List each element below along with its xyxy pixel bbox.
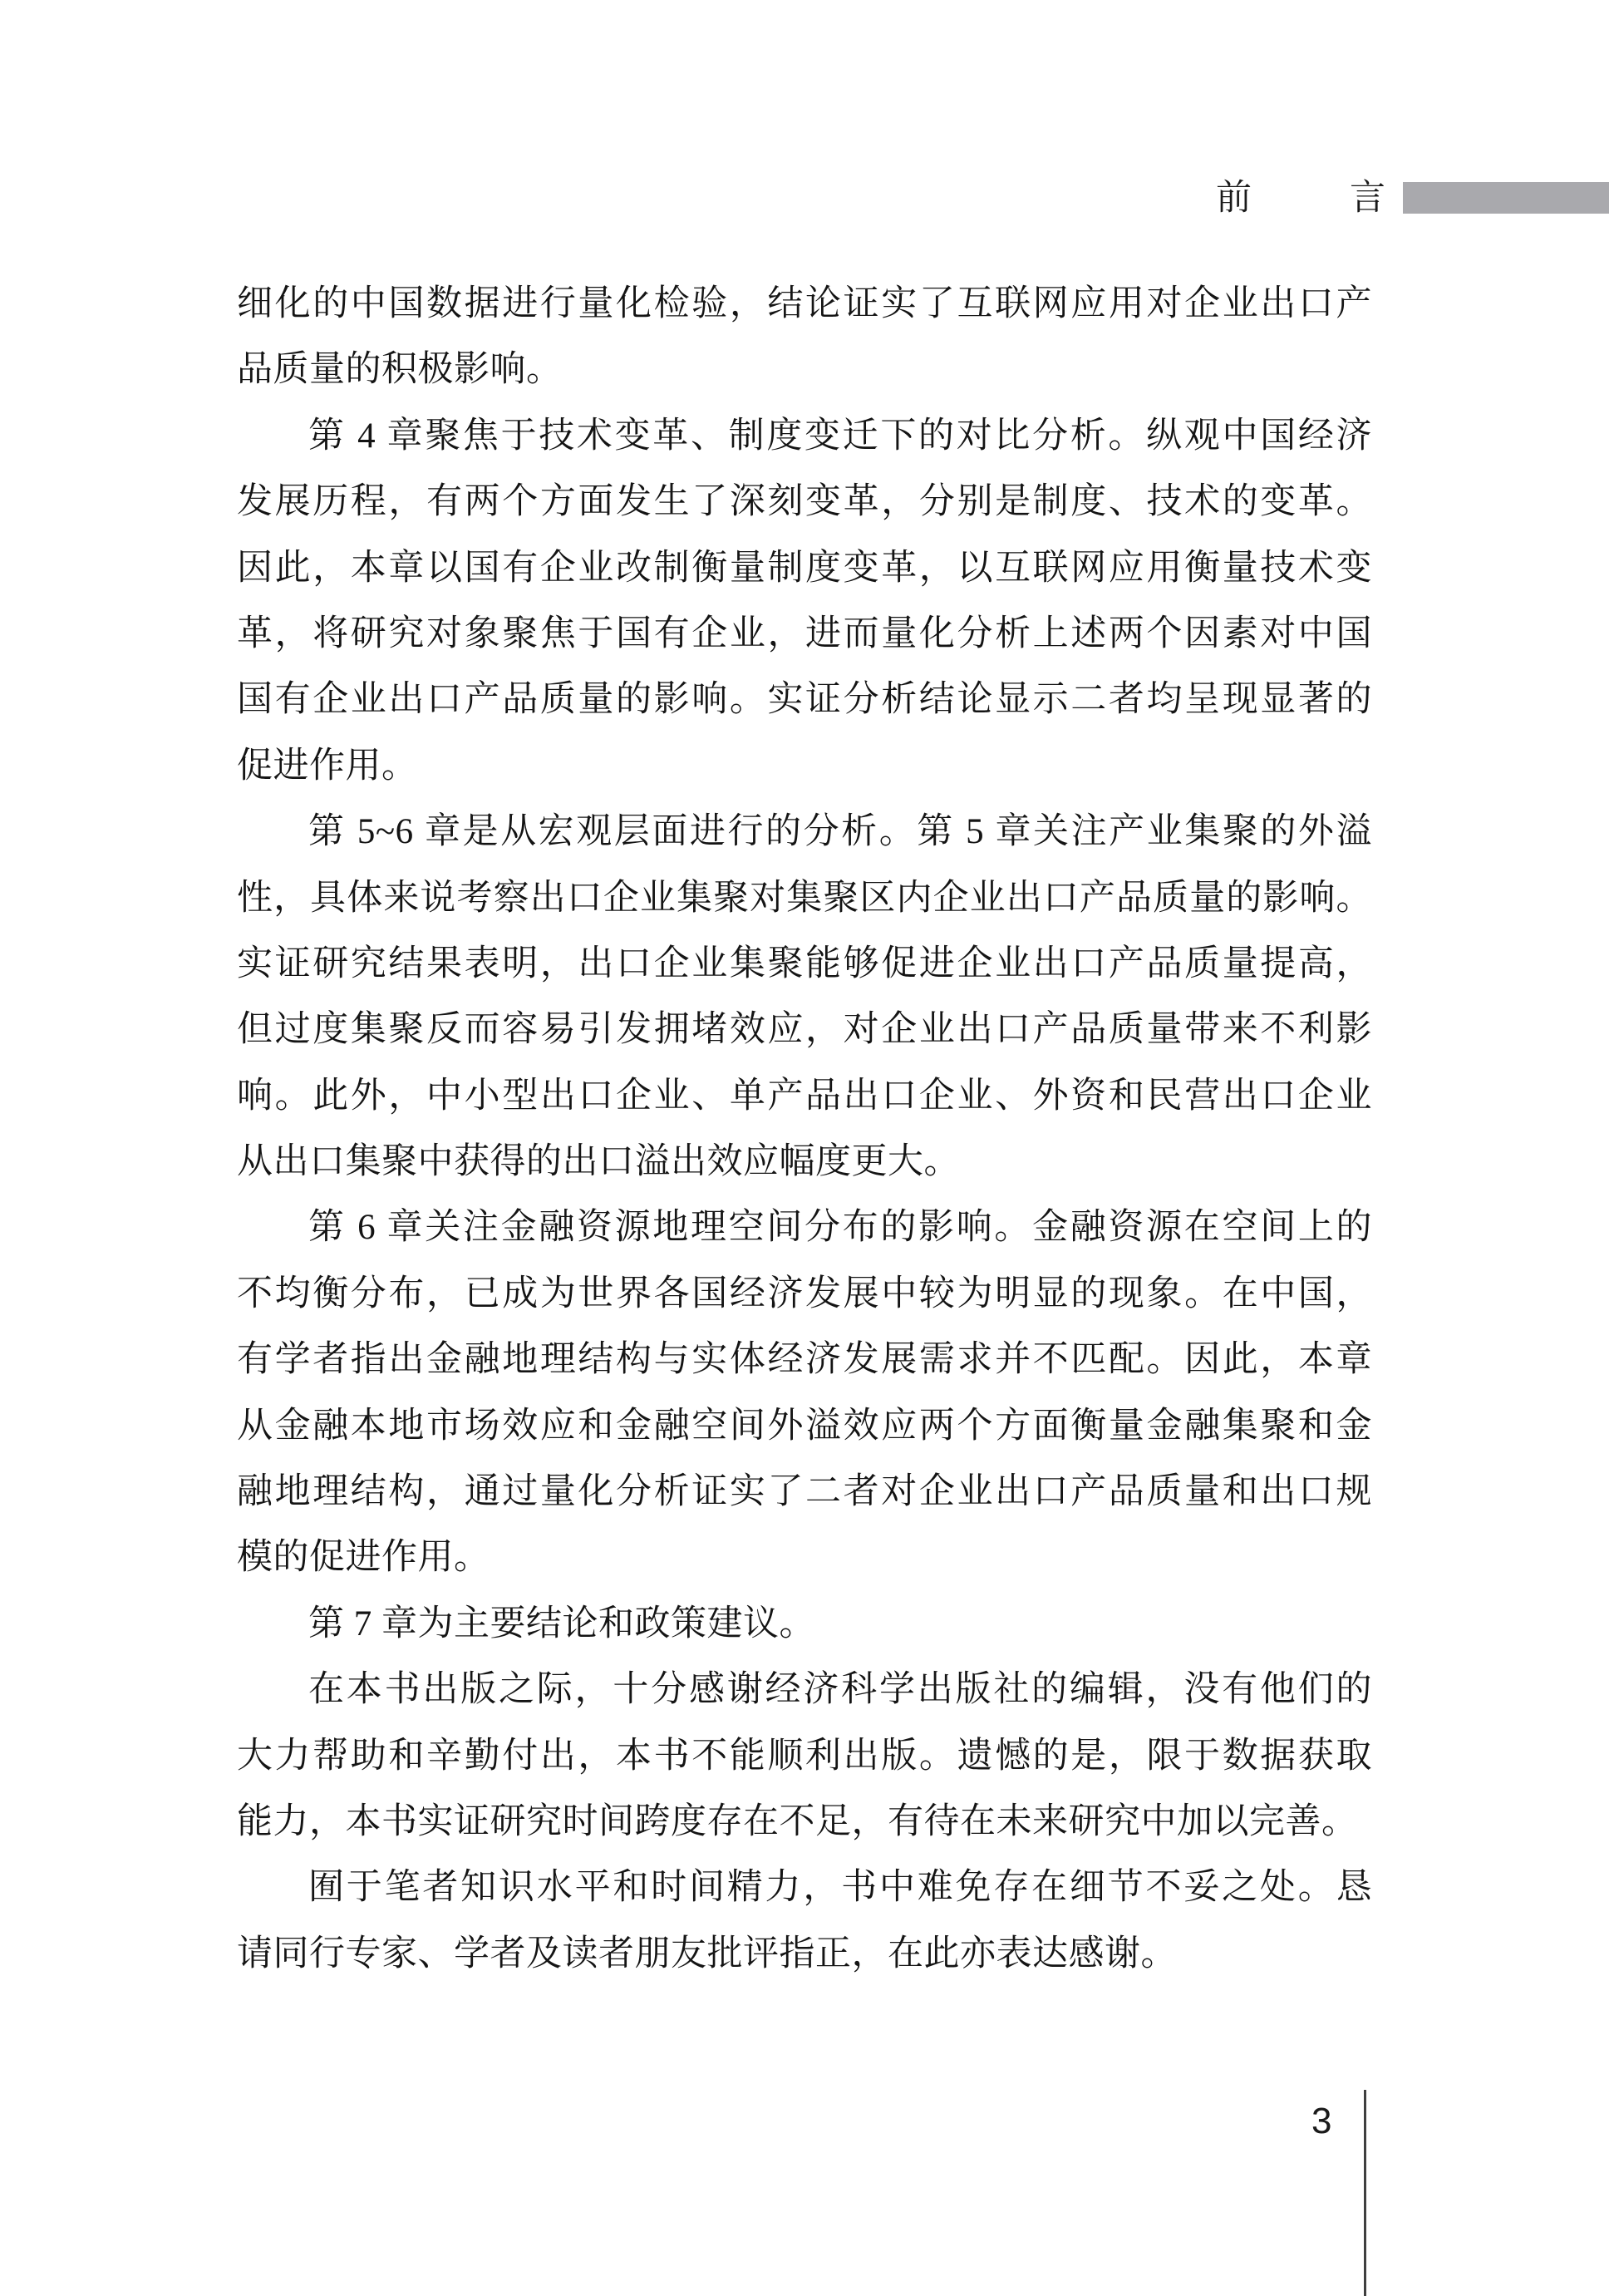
page-body bbox=[237, 271, 1372, 1987]
text-line: 第 7 章为主要结论和政策建议。 bbox=[308, 1604, 815, 1643]
text-line: 在本书出版之际，十分感谢经济科学出版社的编辑，没有他们的 bbox=[308, 1670, 1372, 1710]
corner-rule bbox=[1364, 2090, 1366, 2296]
text-line: 第 4 章聚焦于技术变革、制度变迁下的对比分析。纵观中国经济 bbox=[308, 416, 1372, 456]
text-line: 响。此外，中小型出口企业、单产品出口企业、外资和民营出口企业 bbox=[237, 1076, 1372, 1116]
text-line: 模的促进作用。 bbox=[237, 1538, 490, 1578]
text-line: 大力帮助和辛勤付出，本书不能顺利出版。遗憾的是，限于数据获取 bbox=[237, 1736, 1372, 1776]
text-line: 实证研究结果表明，出口企业集聚能够促进企业出口产品质量提高， bbox=[237, 944, 1372, 983]
text-line: 发展历程，有两个方面发生了深刻变革，分别是制度、技术的变革。 bbox=[237, 482, 1372, 522]
text-line: 因此，本章以国有企业改制衡量制度变革，以互联网应用衡量技术变 bbox=[237, 548, 1372, 588]
header-title-char: 前 bbox=[1216, 179, 1252, 218]
text-line: 第 5~6 章是从宏观层面进行的分析。第 5 章关注产业集聚的外溢 bbox=[308, 812, 1372, 852]
text-line: 但过度集聚反而容易引发拥堵效应，对企业出口产品质量带来不利影 bbox=[237, 1010, 1372, 1050]
text-line: 从金融本地市场效应和金融空间外溢效应两个方面衡量金融集聚和金 bbox=[237, 1406, 1372, 1446]
text-line: 请同行专家、学者及读者朋友批评指正，在此亦表达感谢。 bbox=[237, 1934, 1177, 1973]
text-line: 第 6 章关注金融资源地理空间分布的影响。金融资源在空间上的 bbox=[308, 1208, 1372, 1248]
text-line: 不均衡分布，已成为世界各国经济发展中较为明显的现象。在中国， bbox=[237, 1274, 1372, 1313]
page-number: 3 bbox=[1311, 2101, 1332, 2141]
text-line: 细化的中国数据进行量化检验，结论证实了互联网应用对企业出口产 bbox=[237, 284, 1372, 323]
text-line: 革，将研究对象聚焦于国有企业，进而量化分析上述两个因素对中国 bbox=[237, 613, 1372, 653]
text-line: 融地理结构，通过量化分析证实了二者对企业出口产品质量和出口规 bbox=[237, 1472, 1372, 1512]
text-line: 从出口集聚中获得的出口溢出效应幅度更大。 bbox=[237, 1142, 960, 1182]
text-line: 国有企业出口产品质量的影响。实证分析结论显示二者均呈现显著的 bbox=[237, 680, 1372, 720]
page-header-title bbox=[1216, 180, 1385, 216]
text-line: 有学者指出金融地理结构与实体经济发展需求并不匹配。因此，本章 bbox=[237, 1340, 1372, 1380]
header-accent-bar bbox=[1403, 182, 1609, 214]
text-line: 品质量的积极影响。 bbox=[237, 350, 563, 390]
header-title-char: 言 bbox=[1350, 179, 1385, 218]
text-line: 能力，本书实证研究时间跨度存在不足，有待在未来研究中加以完善。 bbox=[237, 1801, 1358, 1841]
text-line: 囿于笔者知识水平和时间精力，书中难免存在细节不妥之处。恳 bbox=[308, 1868, 1372, 1908]
text-line: 性，具体来说考察出口企业集聚对集聚区内企业出口产品质量的影响。 bbox=[237, 878, 1372, 918]
text-line: 促进作用。 bbox=[237, 746, 418, 786]
